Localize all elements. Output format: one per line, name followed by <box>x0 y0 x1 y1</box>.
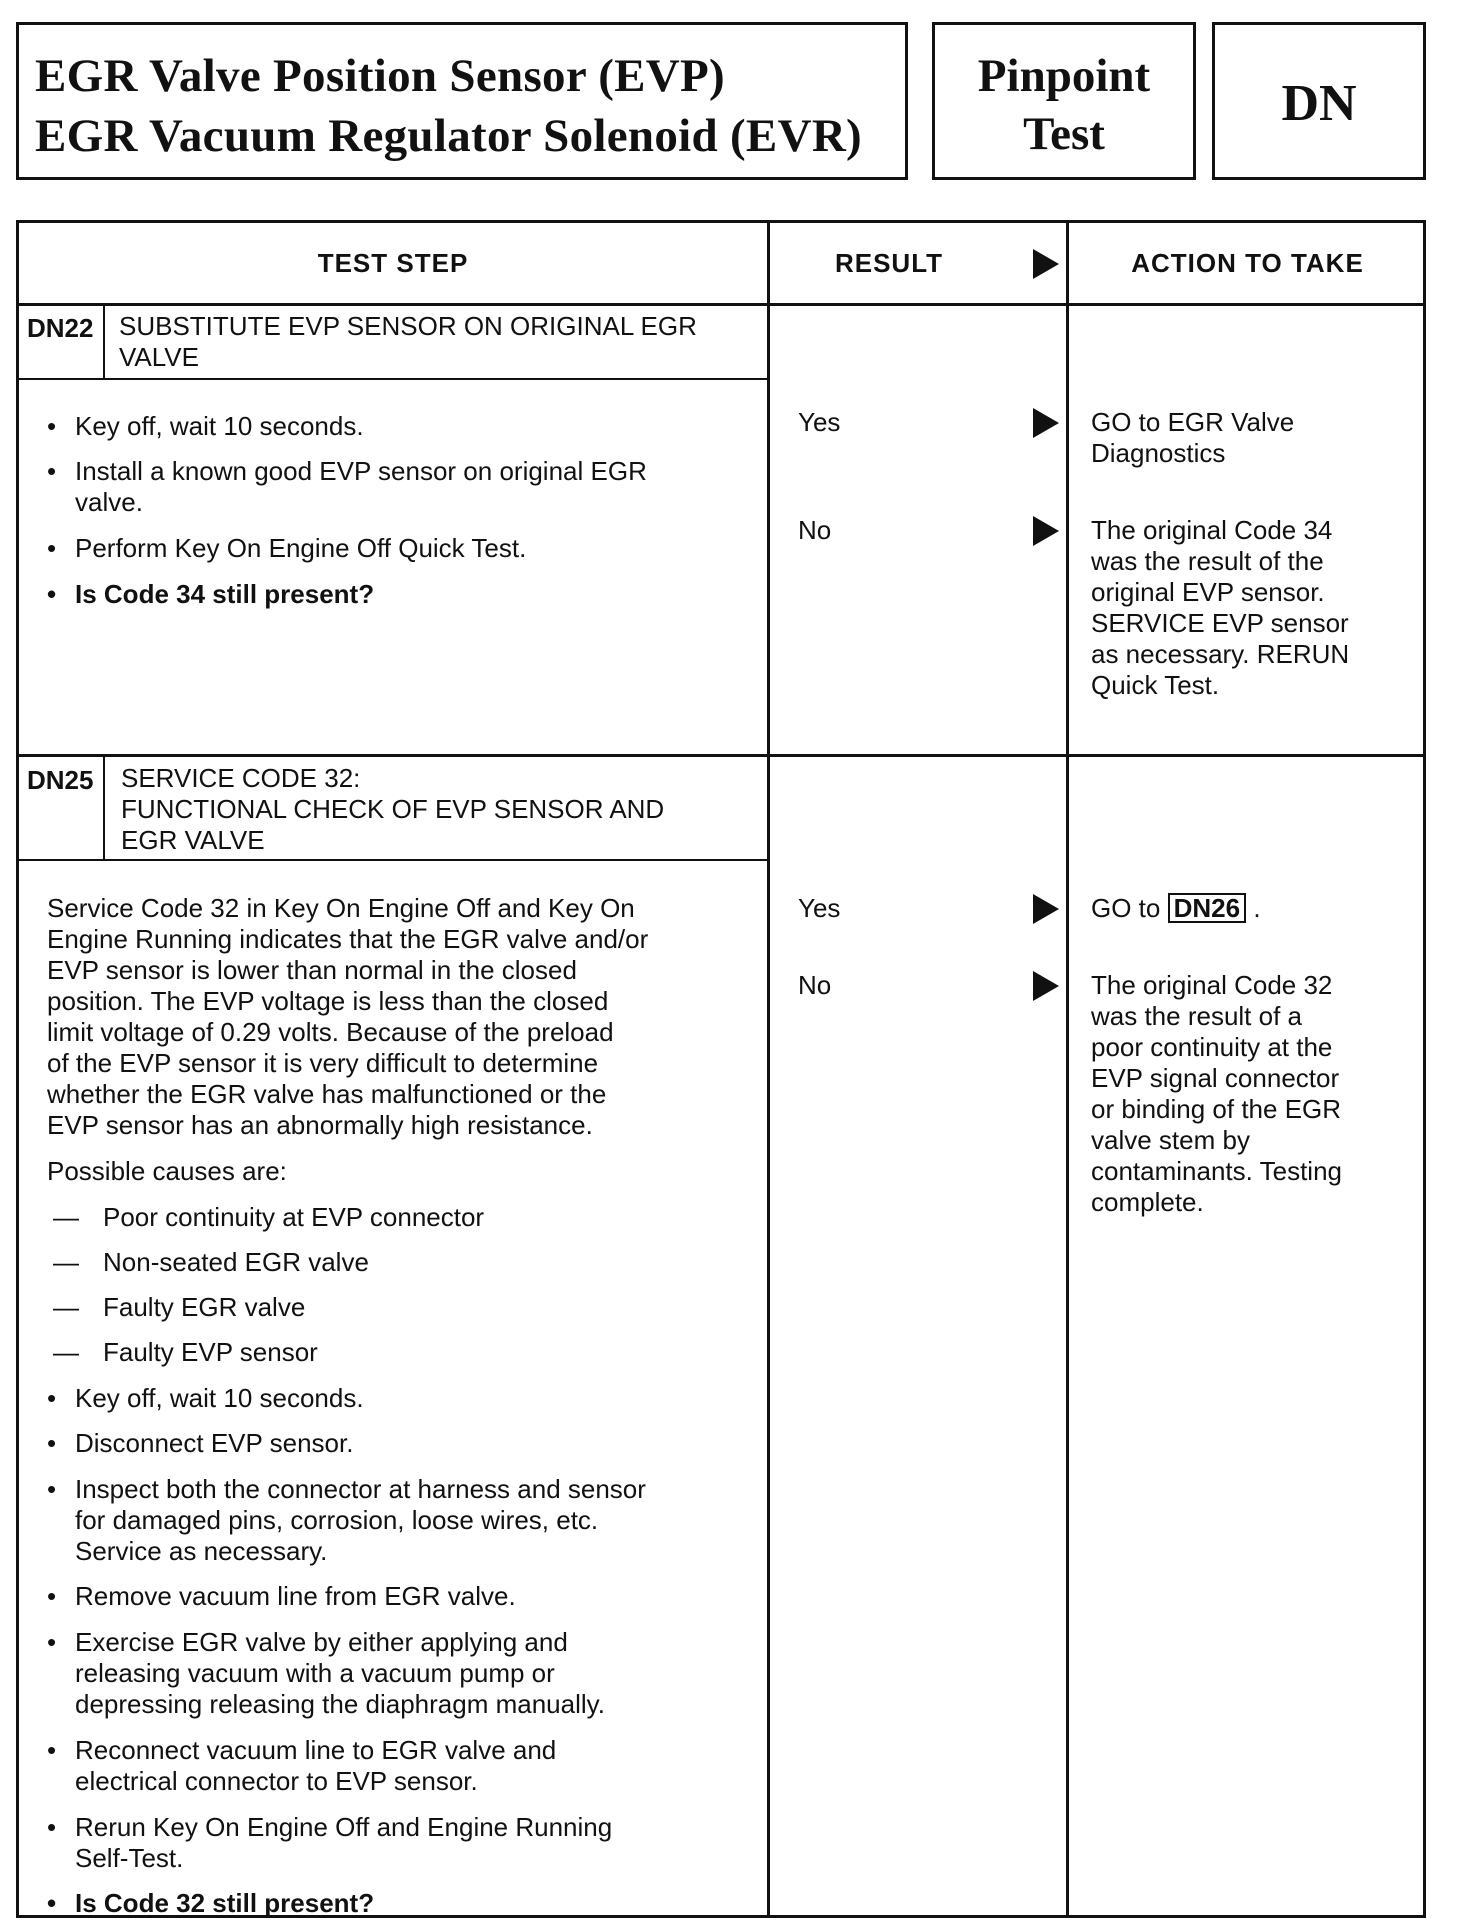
action-no-line: or binding of the EGR <box>1091 1094 1342 1124</box>
arrow-icon <box>1033 971 1059 1001</box>
step-title-line-2: FUNCTIONAL CHECK OF EVP SENSOR AND <box>121 794 665 824</box>
action-yes-line-1: GO to EGR Valve <box>1091 407 1295 437</box>
result-yes: Yes <box>798 893 841 923</box>
header-divider <box>19 303 1423 306</box>
instruction: • Perform Key On Engine Off Quick Test. <box>75 533 526 564</box>
cause-item: — Faulty EGR valve <box>103 1292 305 1323</box>
action-yes-suffix: . <box>1253 893 1261 923</box>
arrow-icon <box>1033 516 1059 546</box>
action-no-line: SERVICE EVP sensor <box>1091 608 1349 638</box>
action-yes-line-2: Diagnostics <box>1091 438 1226 468</box>
action-no-line: original EVP sensor. <box>1091 577 1325 607</box>
instruction-continued: releasing vacuum with a vacuum pump or <box>75 1658 555 1688</box>
test-label: Test <box>1023 108 1105 160</box>
action-yes <box>1091 893 1261 924</box>
header-result: RESULT <box>834 247 944 278</box>
instruction: • Exercise EGR valve by either applying and <box>75 1627 568 1658</box>
instruction: • Remove vacuum line from EGR valve. <box>75 1581 516 1612</box>
paragraph-line: whether the EGR valve has malfunctioned or the <box>47 1079 607 1109</box>
action-no-line: Quick Test. <box>1091 670 1220 700</box>
action-no-line: valve stem by <box>1091 1125 1250 1155</box>
step-title-line-1: SUBSTITUTE EVP SENSOR ON ORIGINAL EGR <box>119 311 697 341</box>
action-no-line: complete. <box>1091 1187 1204 1217</box>
test-code: DN <box>1281 75 1357 132</box>
step-id: DN25 <box>27 765 94 795</box>
instruction: • Reconnect vacuum line to EGR valve and <box>75 1735 556 1766</box>
action-no-line: poor continuity at the <box>1091 1032 1333 1062</box>
instruction: • Install a known good EVP sensor on original EGR <box>75 456 647 487</box>
arrow-icon <box>1033 894 1059 924</box>
result-yes: Yes <box>798 407 841 437</box>
causes-label: Possible causes are: <box>47 1156 287 1186</box>
action-yes-prefix: GO to <box>1091 893 1161 923</box>
instruction: • Rerun Key On Engine Off and Engine Running <box>75 1812 612 1843</box>
paragraph-line: position. The EVP voltage is less than the closed <box>47 986 609 1016</box>
instruction-continued: valve. <box>75 487 143 517</box>
step-title-divider <box>19 859 770 861</box>
instruction-continued: depressing releasing the diaphragm manually. <box>75 1689 605 1719</box>
column-divider <box>767 223 770 1915</box>
action-no-line: was the result of the <box>1091 546 1324 576</box>
instruction: • Key off, wait 10 seconds. <box>75 1383 364 1414</box>
pinpoint-label: Pinpoint <box>977 50 1151 102</box>
question: • Is Code 34 still present? <box>75 579 374 610</box>
cause-item: — Poor continuity at EVP connector <box>103 1202 484 1233</box>
cause-item: — Non-seated EGR valve <box>103 1247 369 1278</box>
question: • Is Code 32 still present? <box>75 1888 374 1919</box>
action-no-line: was the result of a <box>1091 1001 1302 1031</box>
instruction: • Key off, wait 10 seconds. <box>75 411 364 442</box>
cause-item: — Faulty EVP sensor <box>103 1337 318 1368</box>
title-line-2: EGR Vacuum Regulator Solenoid (EVR) <box>35 110 863 162</box>
test-code-box <box>1212 22 1426 180</box>
row-divider <box>19 754 1423 757</box>
arrow-icon <box>1033 408 1059 438</box>
step-title-line-2: VALVE <box>119 342 199 372</box>
step-title-divider <box>19 378 770 380</box>
pinpoint-test-box <box>932 22 1196 180</box>
action-no-line: as necessary. RERUN <box>1091 639 1350 669</box>
step-reference[interactable]: DN26 <box>1168 893 1246 923</box>
step-id-divider <box>103 757 105 859</box>
column-divider <box>1066 223 1069 1915</box>
header-action: ACTION TO TAKE <box>1131 247 1364 278</box>
paragraph-line: limit voltage of 0.29 volts. Because of the preload <box>47 1017 614 1047</box>
step-title-line-1: SERVICE CODE 32: <box>121 763 361 793</box>
step-title-line-3: EGR VALVE <box>121 825 265 855</box>
arrow-icon <box>1033 249 1059 279</box>
instruction: • Disconnect EVP sensor. <box>75 1428 353 1459</box>
title-line-1: EGR Valve Position Sensor (EVP) <box>35 50 725 102</box>
instruction-continued: for damaged pins, corrosion, loose wires, etc. <box>75 1505 599 1535</box>
result-no: No <box>798 970 832 1000</box>
header-test-step: TEST STEP <box>317 247 469 278</box>
paragraph-line: EVP sensor is lower than normal in the closed <box>47 955 577 985</box>
result-no: No <box>798 515 832 545</box>
test-table <box>16 220 1426 1918</box>
instruction-continued: electrical connector to EVP sensor. <box>75 1766 478 1796</box>
action-no-line: contaminants. Testing <box>1091 1156 1342 1186</box>
action-no-line: The original Code 34 <box>1091 515 1333 545</box>
action-no-line: The original Code 32 <box>1091 970 1333 1000</box>
paragraph-line: EVP sensor has an abnormally high resistance. <box>47 1110 593 1140</box>
step-id: DN22 <box>27 313 94 343</box>
title-box <box>16 22 908 180</box>
instruction-continued: Self-Test. <box>75 1843 184 1873</box>
paragraph-line: Engine Running indicates that the EGR valve and/or <box>47 924 649 954</box>
paragraph-line: Service Code 32 in Key On Engine Off and Key On <box>47 893 635 923</box>
instruction-continued: Service as necessary. <box>75 1536 328 1566</box>
instruction: • Inspect both the connector at harness and sensor <box>75 1474 646 1505</box>
paragraph-line: of the EVP sensor it is very difficult to determine <box>47 1048 599 1078</box>
action-no-line: EVP signal connector <box>1091 1063 1340 1093</box>
step-id-divider <box>103 306 105 378</box>
